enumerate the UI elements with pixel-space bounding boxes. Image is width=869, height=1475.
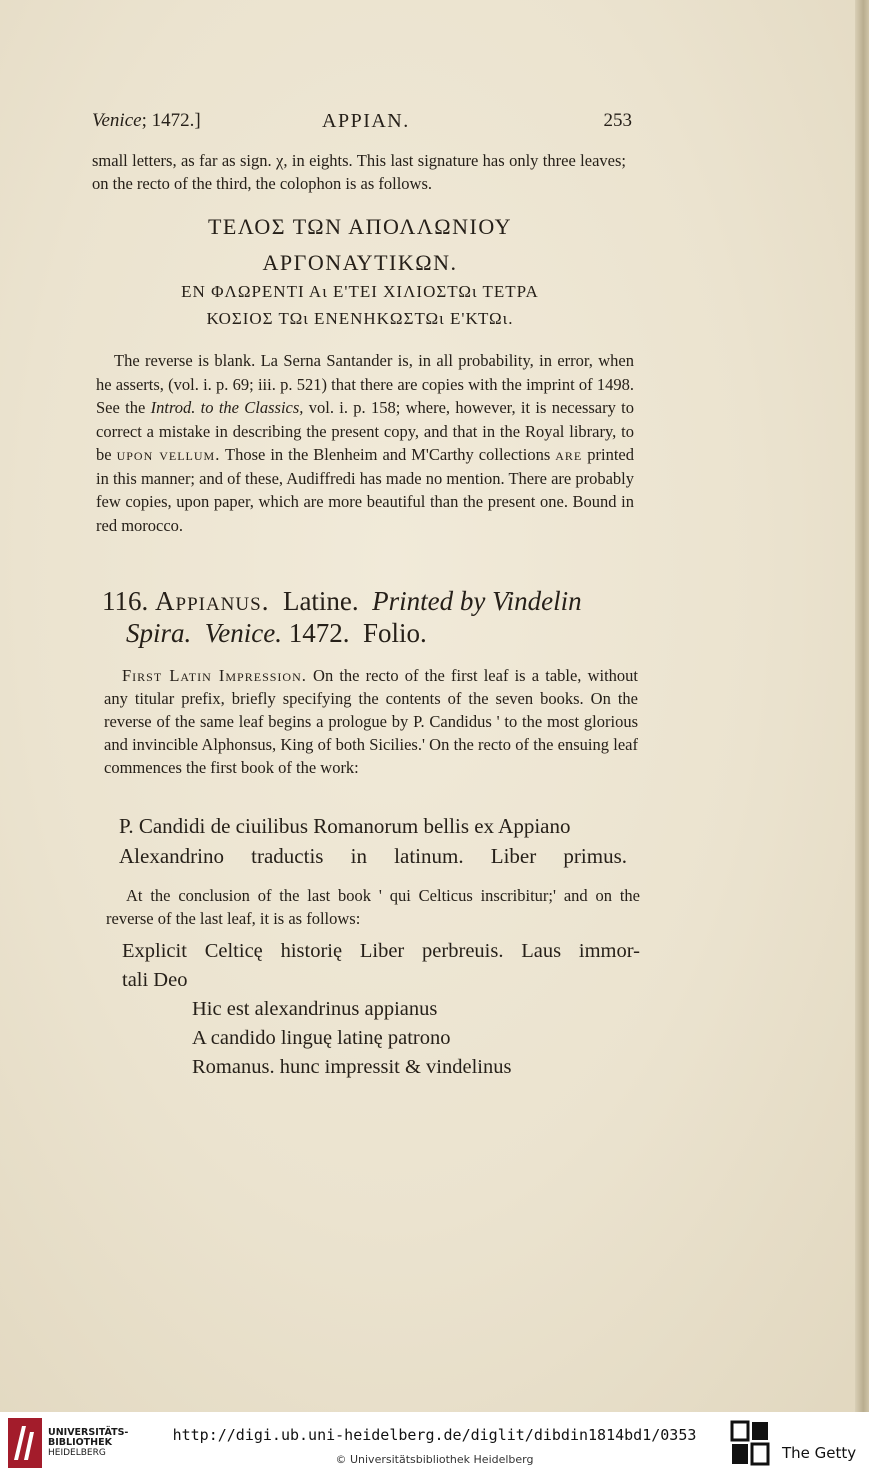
p2-italic-title: Introd. to the Classics, [150, 398, 304, 417]
greek-colophon-line-3: ΕΝ ΦΛΩΡΕΝΤΙ Αι Ε'ΤΕΙ ΧΙΛΙΟΣΤΩι ΤΕΤΡΑ [181, 282, 539, 301]
p2-text-d: printed in this manner; and of these, Audiffredi has made no mention. There are probably few copies, upon paper, which are more beautiful than the present one. Bound in red morocco. [96, 445, 634, 535]
viewer-footer [0, 1412, 869, 1475]
paragraph-2 [96, 349, 634, 537]
latin-colophon-line-4: A candido linguę latinę patrono [192, 1027, 451, 1049]
running-header [92, 110, 632, 138]
p3-text: On the recto of the first leaf is a table, without any titular prefix, briefly specifying the contents of the seven books. On the reverse of the same leaf begins a prologue by P. Candidus ' to the most glorious and invincible Alphonsus, King of both Sicilies.' On the recto of the ensuing leaf commences the first book of the work: [104, 666, 638, 777]
entry-printer-cont: Spira. [126, 618, 192, 648]
header-title: APPIAN. [322, 110, 410, 132]
page-number: 253 [603, 110, 632, 131]
paragraph-4: At the conclusion of the last book ' qui Celticus inscribitur;' and on the reverse of the last leaf, it is as follows: [106, 886, 640, 928]
latin-colophon-line-2: tali Deo [122, 969, 188, 991]
entry-name: Appianus. [155, 586, 270, 616]
p2-smallcaps-1: upon vellum. [116, 445, 221, 464]
entry-city: Venice. [204, 618, 282, 648]
latin-title-line-1: P. Candidi de ciuilibus Romanorum bellis ex Appiano [119, 814, 571, 838]
header-place: Venice [92, 110, 142, 131]
p3-smallcaps: First Latin Impression. [122, 666, 307, 685]
latin-title-line-2: Alexandrino traductis in latinum. Liber primus. [119, 844, 627, 868]
page-edge [855, 0, 869, 1412]
greek-colophon-line-1: ΤΕΛΟΣ ΤΩΝ ΑΠΟΛΛΩΝΙΟΥ [207, 214, 513, 239]
getty-name: The Getty [782, 1444, 857, 1462]
header-year: 1472.] [151, 110, 201, 131]
entry-printer: Printed by Vindelin [372, 586, 582, 616]
p2-text-c: Those in the Blenheim and M'Carthy collections [220, 445, 556, 464]
entry-format: Folio. [362, 618, 427, 648]
latin-colophon-block [106, 937, 640, 1082]
paragraph-3 [104, 664, 638, 779]
source-url-link[interactable]: http://digi.ub.uni-heidelberg.de/diglit/dibdin1814bd1/0353 [172, 1426, 697, 1444]
catalogue-entry-heading [102, 585, 640, 649]
latin-colophon-line-1: Explicit Celticę historię Liber perbreuis. Laus immor- [122, 940, 640, 962]
paragraph-1: small letters, as far as sign. χ, in eights. This last signature has only three leaves; on the recto of the third, the colophon is as follows. [92, 151, 626, 193]
latin-colophon-line-3: Hic est alexandrinus appianus [192, 998, 438, 1020]
p2-text-b: vol. i. p. 158; where, however, it is necessary to correct a mistake in describing the present copy, and that in the Royal library, to be [96, 398, 635, 464]
library-name-line-2: BIBLIOTHEK [48, 1437, 112, 1448]
copyright-notice: © Universitätsbibliothek Heidelberg [335, 1453, 534, 1466]
getty-logo-icon [730, 1420, 770, 1466]
entry-line-1 [102, 585, 640, 617]
latin-colophon-line-5: Romanus. hunc impressit & vindelinus [192, 1056, 512, 1078]
entry-line-2 [102, 617, 640, 649]
entry-year: 1472. [288, 618, 350, 648]
library-name-line-1: UNIVERSITÄTS- [48, 1427, 129, 1438]
header-place-year: Venice; 1472.] [92, 110, 201, 131]
entry-number: 116. [102, 586, 149, 616]
library-name-line-3: HEIDELBERG [48, 1448, 106, 1458]
latin-title-block [119, 811, 627, 871]
entry-language: Latine. [282, 586, 359, 616]
p2-text-a: The reverse is blank. La Serna Santander is, in all probability, in error, when he asserts, (vol. i. p. 69; iii. p. 521) that there are copies with the imprint of 1498. See the [96, 351, 634, 417]
p2-smallcaps-2: are [555, 445, 583, 464]
greek-colophon-line-4: ΚΟΣΙΟΣ ΤΩι ΕΝΕΝΗΚΩΣΤΩι Ε'ΚΤΩι. [206, 309, 514, 328]
greek-colophon-line-2: ΑΡΓΟΝΑΥΤΙΚΩΝ. [262, 250, 458, 275]
